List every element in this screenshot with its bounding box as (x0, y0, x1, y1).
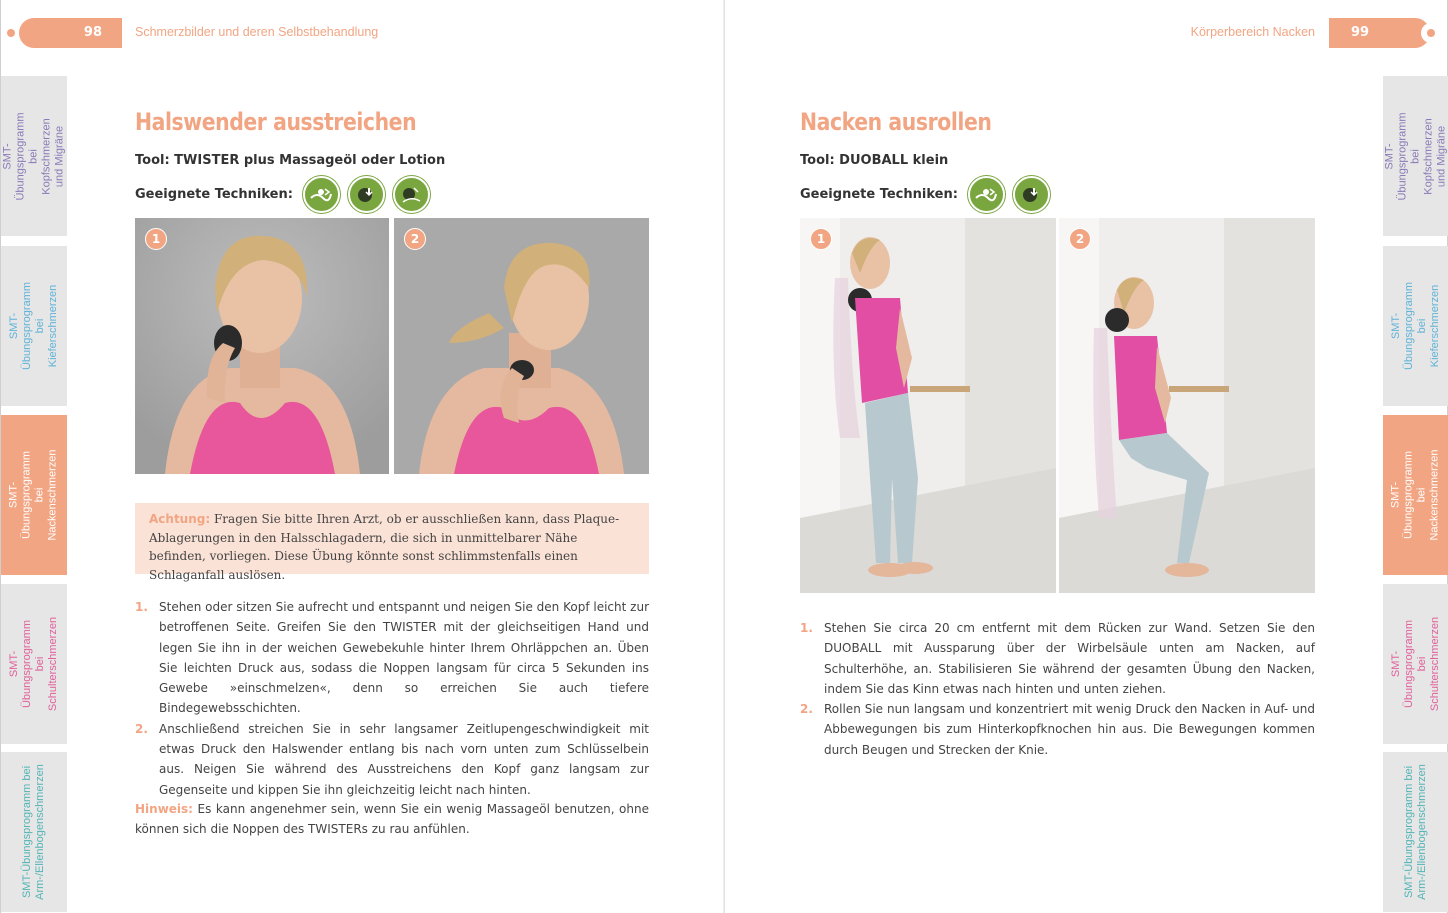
exercise-photo-2 (1059, 218, 1315, 593)
tab-label: SMT-Übungsprogramm bei Nackenschmerzen (1390, 449, 1441, 541)
warning-box (135, 503, 649, 582)
step-text: Rollen Sie nun langsam und konzentriert mit wenig Druck den Nacken in Auf- und Abbewegungen bis zum Hinterkopfknochen hin aus. Die Bewegungen kommen durch Beugen und Strecken der Knie. (824, 702, 1315, 757)
tab-label: SMT-Übungsprogramm bei Arm-/Ellenbogenschmerzen (21, 764, 47, 900)
instruction-list (800, 618, 1315, 760)
tab-label: SMT-Übungsprogramm bei Kopfschmerzen und Migräne (1, 111, 66, 201)
page-number: 98 (19, 18, 122, 48)
tab-kopfschmerzen[interactable] (1, 76, 67, 236)
photo-step-badge: 2 (1069, 228, 1091, 250)
techniques-label: Geeignete Techniken: (800, 187, 958, 202)
warning-text: Fragen Sie bitte Ihren Arzt, ob er ausschließen kann, dass Plaque-Ablagerungen in den Halsschlagadern, die sich in unmittelbarer Nähe befinden, vorliegen. Diese Übung könnte sonst schlimmstenfalls einen Schlaganfall auslösen. (149, 512, 620, 582)
tab-label: SMT-Übungsprogramm bei Kopfschmerzen und Migräne (1383, 111, 1448, 201)
technique-pressure-icon (1013, 176, 1050, 213)
step-text: Stehen Sie circa 20 cm entfernt mit dem Rücken zur Wand. Setzen Sie den DUOBALL mit Aussparung über der Wirbelsäule unten am Nacken, auf Schulterhöhe, an. Stabilisieren Sie während der gesamten Übung den Nacken, indem Sie das Kinn etwas nach hinten und unten ziehen. (824, 621, 1315, 696)
techniques-row (135, 176, 430, 213)
step-text: Anschließend streichen Sie in sehr langsamer Zeitlupengeschwindigkeit mit etwas Druck den Halswender entlang bis nach vorn unten zum Schlüsselbein aus. Neigen Sie während des Ausstreichens den Kopf ganz langsam zur Gegenseite und kippen Sie ihn gleichzeitig leicht nach hinten. (159, 721, 649, 797)
page-number: 99 (1329, 18, 1430, 48)
photo-step-badge: 1 (145, 228, 167, 250)
step-number: 2. (800, 702, 813, 717)
tab-label: SMT-Übungsprogramm bei Schulterschmerzen (8, 616, 59, 712)
list-item (800, 618, 1315, 699)
tab-kieferschmerzen[interactable] (1383, 246, 1448, 406)
hint-paragraph (135, 799, 649, 840)
instruction-list (135, 597, 649, 800)
step-number: 1. (800, 621, 813, 635)
tab-armschmerzen[interactable] (1383, 752, 1448, 912)
step-text: Stehen oder sitzen Sie aufrecht und entspannt und neigen Sie den Kopf leicht zur betroffenen Seite. Greifen Sie den TWISTER mit der gleichseitigen Hand und legen Sie ihn in der weichen Gewebekuhle hinter Ihrem Ohrläppchen an. Üben Sie leichten Druck aus, sodass die Noppen langsam für circa 5 Sekunden ins Gewebe »einschmelzen«, denn so erreichen Sie auch tiefere Bindegewebsschichten. (159, 600, 649, 716)
photo-step-badge: 2 (404, 228, 426, 250)
tab-kopfschmerzen[interactable] (1383, 76, 1448, 236)
tab-label: SMT-Übungsprogramm bei Nackenschmerzen (8, 449, 59, 541)
step-number: 2. (135, 721, 148, 736)
hint-label: Hinweis: (135, 802, 193, 816)
running-head: Körperbereich Nacken (1190, 25, 1315, 39)
technique-roll-icon (393, 176, 430, 213)
technique-stroke-icon (968, 176, 1005, 213)
tab-nackenschmerzen[interactable] (1, 415, 67, 575)
tab-armschmerzen[interactable] (1, 752, 67, 912)
page-marker-dot (1, 23, 21, 43)
tool-line: Tool: DUOBALL klein (800, 153, 949, 168)
photo-step-badge: 1 (810, 228, 832, 250)
tab-nackenschmerzen[interactable] (1383, 415, 1448, 575)
exercise-title: Nacken ausrollen (800, 108, 992, 136)
tab-schulterschmerzen[interactable] (1383, 584, 1448, 744)
techniques-label: Geeignete Techniken: (135, 187, 293, 202)
tab-label: SMT-Übungsprogramm bei Schulterschmerzen (1390, 616, 1441, 712)
list-item (800, 699, 1315, 760)
technique-pressure-icon (348, 176, 385, 213)
list-item (135, 597, 649, 719)
exercise-photo-1 (800, 218, 1056, 593)
exercise-photo-2 (394, 218, 649, 474)
left-page (0, 0, 723, 913)
running-head: Schmerzbilder und deren Selbstbehandlung (135, 25, 379, 39)
hint-text: Es kann angenehmer sein, wenn Sie ein wenig Massageöl benutzen, ohne können sich die Noppen des TWISTERs zu rau anfühlen. (135, 802, 649, 837)
techniques-row (800, 176, 1050, 213)
tab-label: SMT-Übungsprogramm bei Arm-/Ellenbogenschmerzen (1403, 764, 1429, 900)
tool-line: Tool: TWISTER plus Massageöl oder Lotion (135, 153, 446, 168)
tab-kieferschmerzen[interactable] (1, 246, 67, 406)
tab-label: SMT-Übungsprogramm bei Kieferschmerzen (1390, 281, 1442, 371)
exercise-title: Halswender ausstreichen (135, 108, 417, 136)
step-number: 1. (135, 600, 148, 614)
technique-stroke-icon (303, 176, 340, 213)
page-marker-dot (1421, 23, 1441, 43)
warning-label: Achtung: (149, 512, 211, 526)
tab-schulterschmerzen[interactable] (1, 584, 67, 744)
list-item (135, 719, 649, 800)
right-page (725, 0, 1448, 913)
tab-label: SMT-Übungsprogramm bei Kieferschmerzen (8, 281, 60, 371)
exercise-photo-1 (135, 218, 389, 474)
